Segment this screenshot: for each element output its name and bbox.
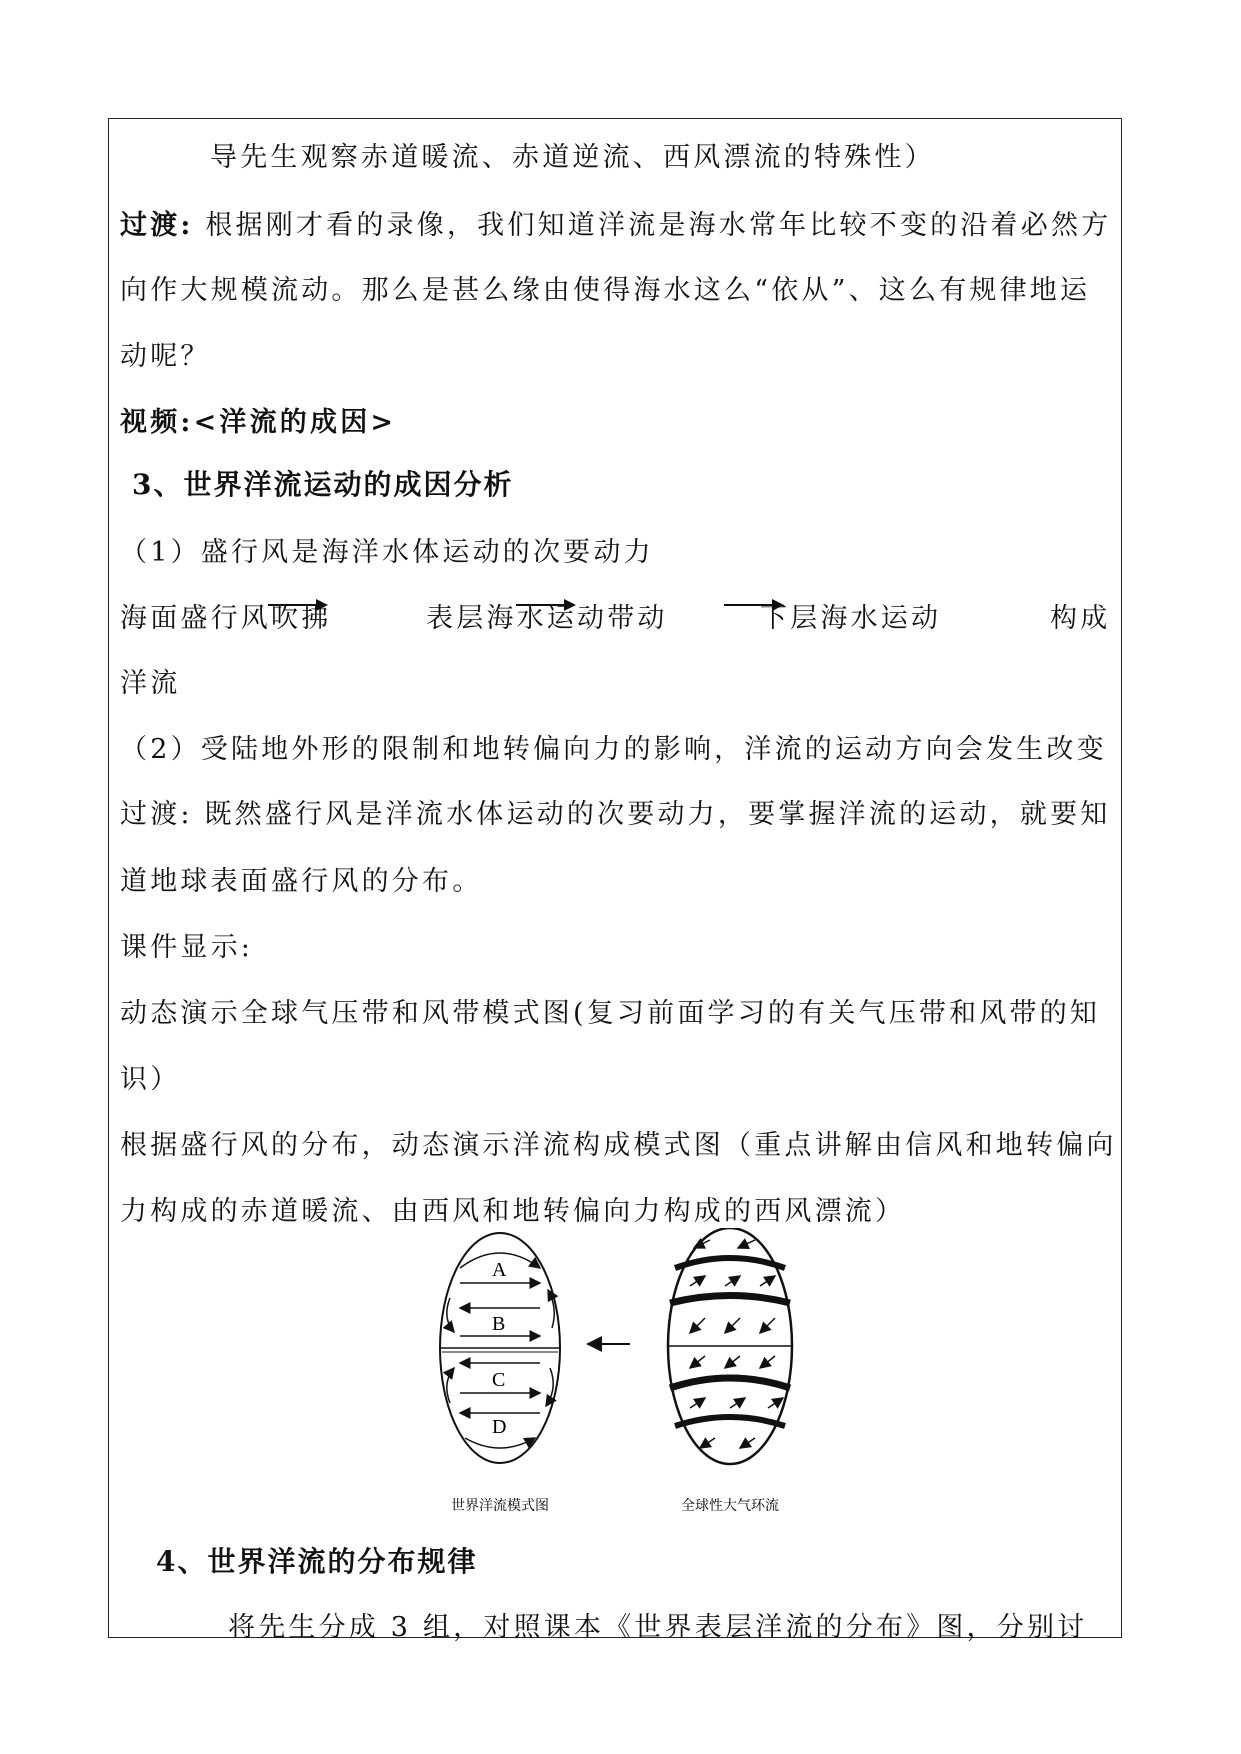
flow-step: 构成	[1050, 603, 1111, 634]
ocean-current-figure	[420, 1228, 820, 1518]
label-a: A	[492, 1259, 507, 1281]
text-line: 道地球表面盛行风的分布。	[120, 866, 483, 897]
text-line	[120, 203, 1111, 242]
text-line: 过渡: 既然盛行风是洋流水体运动的次要动力，要掌握洋流的运动，就要知	[120, 799, 1111, 830]
text-line: 洋流	[120, 668, 181, 699]
flow-chain	[120, 596, 1110, 632]
label-d: D	[492, 1416, 507, 1438]
label-b: B	[492, 1313, 506, 1335]
text-line: 动态演示全球气压带和风带模式图(复习前面学习的有关气压带和风带的知	[120, 998, 1101, 1029]
flow-step: 海面盛行风吹拂	[120, 603, 332, 634]
right-arrow-icon	[268, 604, 326, 606]
figure-svg	[420, 1228, 820, 1518]
caption-left: 世界洋流模式图	[451, 1498, 549, 1514]
text-line: （2）受陆地外形的限制和地转偏向力的影响，洋流的运动方向会发生改变	[120, 734, 1107, 765]
transition-label: 过渡:	[120, 210, 194, 241]
text-line: 力构成的赤道暖流、由西风和地转偏向力构成的西风漂流）	[120, 1196, 906, 1227]
label-c: C	[492, 1369, 506, 1391]
section-heading: 3、世界洋流运动的成因分析	[132, 468, 514, 501]
text-line: 识）	[120, 1064, 181, 1095]
text-line: 课件显示:	[120, 932, 254, 963]
text-line: 向作大规模流动。那么是甚么缘由使得海水这么“依从”、这么有规律地运	[120, 275, 1091, 306]
video-heading: 视频:<洋流的成因>	[120, 407, 397, 438]
text-line: 动呢？	[120, 341, 211, 372]
text-line: 导先生观察赤道暖流、赤道逆流、西风漂流的特殊性）	[210, 142, 935, 173]
text-line: 将先生分成 3 组，对照课本《世界表层洋流的分布》图，分别讨	[228, 1612, 1088, 1643]
section-heading: 4、世界洋流的分布规律	[156, 1545, 478, 1578]
caption-right: 全球性大气环流	[681, 1498, 779, 1514]
text-line: （1）盛行风是海洋水体运动的次要动力	[120, 537, 654, 568]
right-arrow-icon	[724, 604, 782, 606]
text-span: 根据刚才看的录像，我们知道洋流是海水常年比较不变的沿着必然方	[193, 210, 1112, 241]
text-line: 根据盛行风的分布，动态演示洋流构成模式图（重点讲解由信风和地转偏向	[120, 1130, 1117, 1161]
flow-step: 下层海水运动	[760, 603, 942, 634]
right-arrow-icon	[516, 604, 574, 606]
flow-step: 表层海水运动带动	[426, 603, 668, 634]
